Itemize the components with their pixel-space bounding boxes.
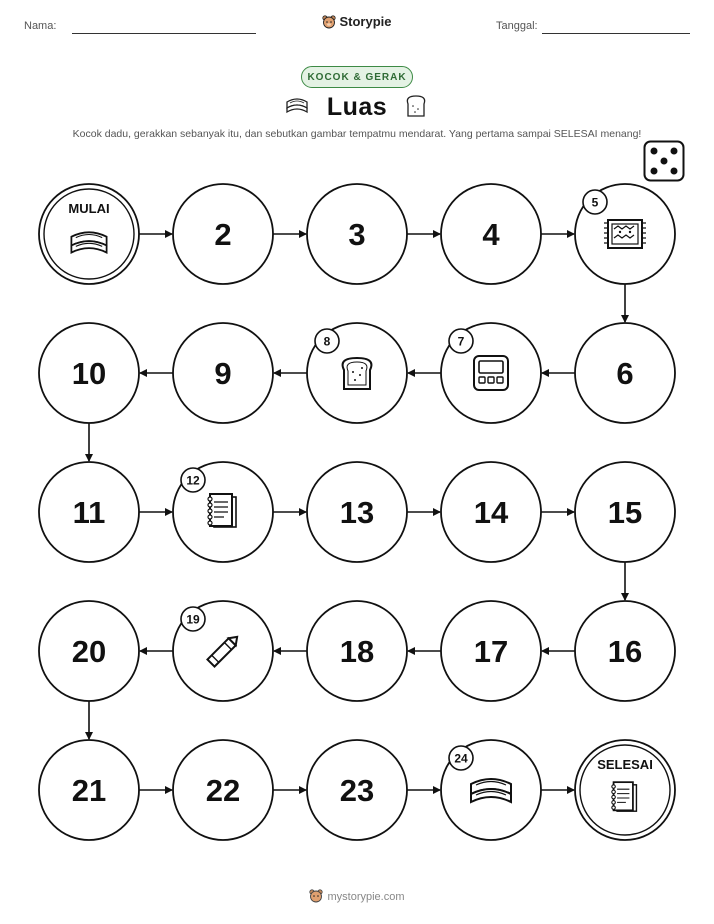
board-space-22 [173,740,273,840]
board-space-6 [575,323,675,423]
board-space-13 [307,462,407,562]
rug-icon [604,220,646,248]
name-label: Nama: [24,20,57,32]
space-number: 14 [473,495,509,530]
space-number: 16 [607,634,643,669]
board-space-17 [441,601,541,701]
board-space-4 [441,184,541,284]
space-number-badge: 24 [454,751,468,766]
finish-label: SELESAI [597,757,653,772]
space-number: 22 [205,773,241,808]
space-number-badge: 12 [186,473,200,488]
space-number: 4 [482,217,500,252]
board-space-25 [575,740,675,840]
board-space-15 [575,462,675,562]
board-space-3 [307,184,407,284]
board-space-7 [441,323,541,423]
space-number: 10 [71,356,107,391]
board-space-11 [39,462,139,562]
space-number: 6 [616,356,634,391]
board-space-14 [441,462,541,562]
board-space-21 [39,740,139,840]
board-space-5 [575,184,675,284]
board-space-18 [307,601,407,701]
page-title: Luas [326,93,388,121]
space-number: 9 [214,356,232,391]
space-number-badge: 7 [457,334,465,349]
board-space-9 [173,323,273,423]
instructions-text: Kocok dadu, gerakkan sebanyak itu, dan sebutkan gambar tempatmu mendarat. Yang pertama sampai SELESAI menang! [72,128,642,140]
start-label: MULAI [68,201,110,216]
date-label: Tanggal: [496,20,538,32]
board-space-10 [39,323,139,423]
space-number: 2 [214,217,232,252]
space-number-badge: 5 [591,195,599,210]
board-space-8 [307,323,407,423]
category-badge: KOCOK & GERAK [301,66,413,88]
space-number: 20 [71,634,107,669]
space-number: 11 [72,495,106,530]
board-space-2 [173,184,273,284]
space-number: 3 [348,217,366,252]
calculator-icon [474,356,508,390]
board-space-16 [575,601,675,701]
space-number: 17 [473,634,509,669]
board-space-20 [39,601,139,701]
footer-url: mystorypie.com [327,891,405,903]
board-space-19 [173,601,273,701]
bear-icon [309,889,323,906]
space-number: 21 [71,773,107,808]
bread-icon [343,358,372,389]
brand-name: Storypie [339,14,392,29]
board-space-1 [39,184,139,284]
space-number: 18 [339,634,375,669]
board-space-12 [173,462,273,562]
footer [0,889,714,906]
space-number-badge: 19 [186,612,200,627]
space-number: 15 [607,495,643,530]
notebook-icon [612,782,637,811]
space-number-badge: 8 [323,334,331,349]
space-number: 13 [339,495,375,530]
notebook-icon [208,494,236,527]
board-space-23 [307,740,407,840]
space-number: 23 [339,773,375,808]
board-space-24 [441,740,541,840]
